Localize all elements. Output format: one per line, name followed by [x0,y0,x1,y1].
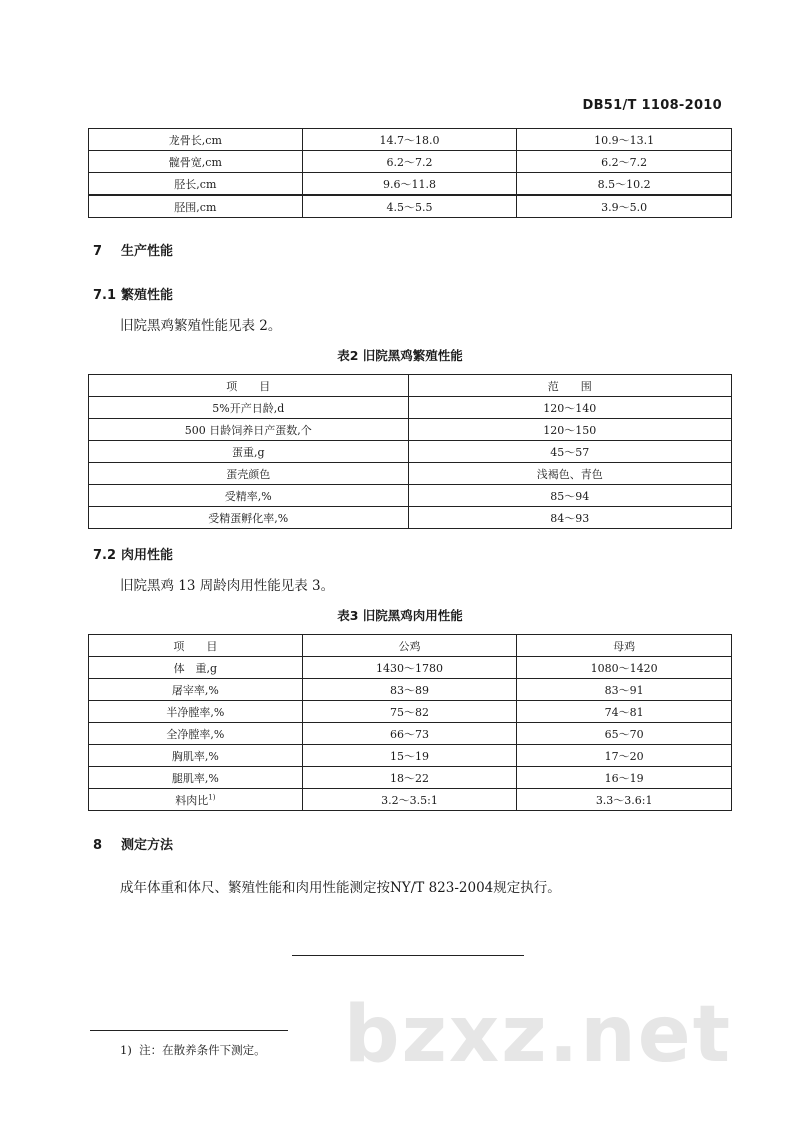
table-cell: 14.7～18.0 [302,129,517,151]
table-row [89,789,732,811]
table-cell: 全净膛率,% [89,723,303,745]
table-cell: 蛋重,g [89,441,409,463]
table-cell: 体 重,g [89,657,303,679]
table-cell: 6.2～7.2 [517,151,732,173]
table-row [89,419,732,441]
table-header-cell: 项 目 [89,375,409,397]
section-7-1-text: 旧院黑鸡繁殖性能见表 2。 [120,318,282,334]
table-row [89,173,732,196]
section-heading-7-2: 7.2 肉用性能 [93,548,174,563]
table-cell: 3.3～3.6:1 [517,789,732,811]
table-header-row [89,635,732,657]
table-row [89,507,732,529]
table2-caption: 表2 旧院黑鸡繁殖性能 [337,348,463,363]
table-cell: 9.6～11.8 [302,173,517,196]
table-cell: 1080～1420 [517,657,732,679]
table-cell: 15～19 [302,745,517,767]
table-cell: 受精率,% [89,485,409,507]
section-heading-7-1: 7.1 繁殖性能 [93,288,174,303]
body-measurement-table [88,128,732,218]
table-cell: 腿肌率,% [89,767,303,789]
table-header-cell: 母鸡 [517,635,732,657]
table-cell: 18～22 [302,767,517,789]
table-cell: 屠宰率,% [89,679,303,701]
section-7-2-text: 旧院黑鸡 13 周龄肉用性能见表 3。 [120,578,335,594]
table-row [89,485,732,507]
table-row [89,129,732,151]
table-cell: 84～93 [408,507,732,529]
table-cell: 龙骨长,cm [89,129,303,151]
table-cell: 500 日龄饲养日产蛋数,个 [89,419,409,441]
table-cell: 65～70 [517,723,732,745]
table-cell: 83～91 [517,679,732,701]
table-cell: 6.2～7.2 [302,151,517,173]
table-row [89,195,732,218]
table-header-row [89,375,732,397]
table-row [89,151,732,173]
table-row [89,463,732,485]
table-cell: 74～81 [517,701,732,723]
table-row [89,723,732,745]
table-cell: 45～57 [408,441,732,463]
table-cell: 胸肌率,% [89,745,303,767]
table-header-cell: 项 目 [89,635,303,657]
table-cell: 浅褐色、青色 [408,463,732,485]
footnote: 1) 注：在散养条件下测定。 [120,1043,266,1057]
end-rule [292,955,524,956]
table-row [89,701,732,723]
table-cell: 10.9～13.1 [517,129,732,151]
table-row [89,657,732,679]
table-cell: 3.9～5.0 [517,195,732,218]
table-cell: 3.2～3.5:1 [302,789,517,811]
table-cell: 蛋壳颜色 [89,463,409,485]
table-row [89,767,732,789]
table-cell: 8.5～10.2 [517,173,732,196]
table-row [89,745,732,767]
reproduction-table [88,374,732,529]
table-cell: 83～89 [302,679,517,701]
table-cell: 75～82 [302,701,517,723]
table-header-cell: 公鸡 [302,635,517,657]
table-cell: 胫围,cm [89,195,303,218]
table-cell: 85～94 [408,485,732,507]
table-row [89,441,732,463]
meat-performance-table [88,634,732,811]
table3-caption: 表3 旧院黑鸡肉用性能 [337,608,463,623]
table-cell: 66～73 [302,723,517,745]
table-cell: 料肉比$^{1)}$ [89,789,303,811]
table-row [89,397,732,419]
table-cell: 120～140 [408,397,732,419]
table-cell: 髋骨宽,cm [89,151,303,173]
document-code: DB51/T 1108-2010 [582,98,722,113]
table-cell: 胫长,cm [89,173,303,196]
section-heading-7: 7 生产性能 [93,244,174,259]
table-cell: 17～20 [517,745,732,767]
table-cell: 120～150 [408,419,732,441]
section-8-text: 成年体重和体尺、繁殖性能和肉用性能测定按NY/T 823-2004规定执行。 [120,880,561,896]
table-cell: 16～19 [517,767,732,789]
section-heading-8: 8 测定方法 [93,838,174,853]
table-cell: 5%开产日龄,d [89,397,409,419]
table-cell: 半净膛率,% [89,701,303,723]
watermark: bzxz.net [343,990,732,1080]
footnote-rule [90,1030,288,1031]
table-row [89,679,732,701]
table-cell: 1430～1780 [302,657,517,679]
table-cell: 受精蛋孵化率,% [89,507,409,529]
table-header-cell: 范 围 [408,375,732,397]
footnote-mark: 1) [208,792,216,801]
table-cell: 4.5～5.5 [302,195,517,218]
